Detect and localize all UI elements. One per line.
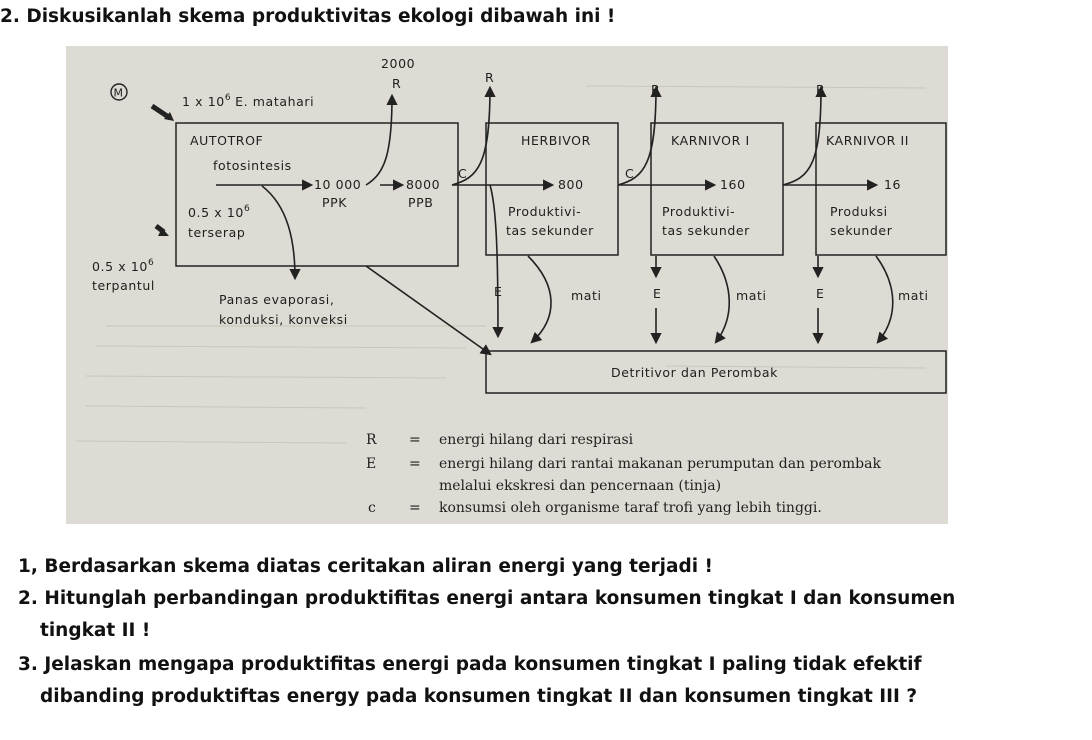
karnivor1-mati-label: mati	[736, 288, 767, 303]
ppb-value: 8000	[406, 177, 441, 192]
legend-c-key: c	[368, 500, 376, 516]
autotrof-title: AUTOTROF	[190, 133, 264, 148]
panas-label-2: konduksi, konveksi	[219, 312, 348, 327]
herbivor-e-label: E	[494, 284, 503, 299]
legend-r-eq: =	[409, 432, 421, 448]
karnivor1-prod-2: tas sekunder	[662, 223, 750, 238]
legend-e-eq: =	[409, 456, 421, 472]
ppb-label: PPB	[408, 195, 434, 210]
legend-r-key: R	[366, 432, 377, 448]
legend-c-desc: konsumsi oleh organisme taraf trofi yang lebih tinggi.	[439, 500, 822, 516]
ecological-productivity-diagram	[66, 46, 948, 524]
question-3-line-1: 3. Jelaskan mengapa produktifitas energi pada konsumen tingkat I paling tidak efektif	[18, 654, 922, 675]
sun-energy-value: 1 x 10	[182, 94, 225, 109]
autotrof-r-label: R	[392, 76, 402, 91]
karnivor1-r-label: R	[651, 82, 661, 97]
legend-e-desc-2: melalui ekskresi dan pencernaan (tinja)	[439, 478, 722, 494]
question-3-line-2: dibanding produktiftas energy pada konsumen tingkat II dan konsumen tingkat III ?	[40, 686, 918, 707]
herbivor-value: 800	[558, 177, 584, 192]
reflected-exponent: 6	[147, 258, 155, 268]
sun-energy-unit: E. matahari	[235, 94, 315, 109]
herbivor-r-label: R	[485, 70, 495, 85]
question-2-line-2: tingkat II !	[40, 620, 151, 641]
svg-text:0.5 x 106	[188, 204, 250, 220]
ppk-label: PPK	[322, 195, 348, 210]
karnivor2-prod-2: sekunder	[830, 223, 893, 238]
svg-text:0.5 x 106	[92, 258, 154, 274]
heat-loss-arrow	[262, 186, 295, 278]
karnivor2-e-label: E	[816, 286, 825, 301]
legend-e-desc-1: energi hilang dari rantai makanan perumputan dan perombak	[439, 456, 881, 472]
karnivor1-e-label: E	[653, 286, 662, 301]
question-heading: 2. Diskusikanlah skema produktivitas ekologi dibawah ini !	[0, 6, 616, 27]
respiration-top-value: 2000	[381, 56, 416, 71]
question-1: 1, Berdasarkan skema diatas ceritakan aliran energi yang terjadi !	[18, 556, 713, 577]
sun-energy-exponent: 6	[224, 93, 232, 103]
consume-label-2: C	[625, 166, 635, 181]
svg-text:1 x 106E. matahari	[182, 93, 314, 109]
herbivor-prod-2: tas sekunder	[506, 223, 594, 238]
panas-label-1: Panas evaporasi,	[219, 292, 335, 307]
detritivor-label: Detritivor dan Perombak	[611, 365, 778, 380]
karnivor1-prod-1: Produktivi-	[662, 204, 736, 219]
karnivor1-title: KARNIVOR I	[671, 133, 750, 148]
karnivor2-mati-label: mati	[898, 288, 929, 303]
question-2-line-1: 2. Hitunglah perbandingan produktifitas energi antara konsumen tingkat I dan konsumen	[18, 588, 956, 609]
fotosintesis-label: fotosintesis	[213, 158, 292, 173]
legend	[366, 432, 881, 516]
legend-e-key: E	[366, 456, 377, 472]
karnivor1-value: 160	[720, 177, 746, 192]
karnivor2-prod-1: Produksi	[830, 204, 888, 219]
herbivor-prod-1: Produktivi-	[508, 204, 582, 219]
karnivor2-value: 16	[884, 177, 902, 192]
absorbed-exponent: 6	[243, 204, 251, 214]
reflected-label: terpantul	[92, 278, 155, 293]
consume-label-1: C	[458, 166, 468, 181]
autotrof-detritus-arrow	[366, 266, 490, 354]
herbivor-mati-label: mati	[571, 288, 602, 303]
ppk-value: 10 000	[314, 177, 362, 192]
reflected-value: 0.5 x 10	[92, 259, 148, 274]
absorbed-label: terserap	[188, 225, 246, 240]
karnivor2-r-label: R	[816, 82, 826, 97]
absorbed-value: 0.5 x 10	[188, 205, 244, 220]
sun-symbol: M	[113, 86, 124, 100]
karnivor2-title: KARNIVOR II	[826, 133, 910, 148]
legend-c-eq: =	[409, 500, 421, 516]
legend-r-desc: energi hilang dari respirasi	[439, 432, 634, 448]
autotrof-respiration-arrow	[366, 96, 392, 185]
herbivor-title: HERBIVOR	[521, 133, 591, 148]
